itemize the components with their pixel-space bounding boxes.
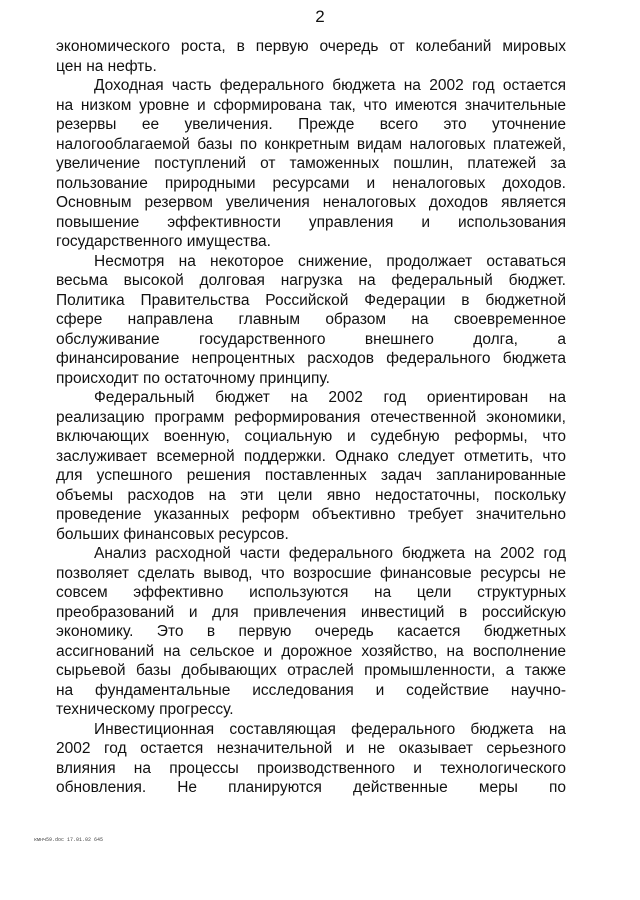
text-line: государственного имущества. bbox=[56, 233, 271, 250]
text-line: Федеральный бюджет на 2002 год ориентирован на bbox=[94, 389, 566, 406]
text-line: для успешного решения поставленных задач запланированные bbox=[56, 467, 566, 484]
text-line: совсем эффективно используются на цели структурных bbox=[56, 584, 566, 601]
text-line: техническому прогрессу. bbox=[56, 701, 234, 718]
text-line: проведение указанных реформ объективно требует значительно bbox=[56, 506, 566, 523]
text-line: ассигнований на сельское и дорожное хозяйство, на восполнение bbox=[56, 642, 566, 660]
text-line: обновления. Не планируются действенные меры по bbox=[56, 779, 566, 796]
text-line: Основным резервом увеличения неналоговых доходов является bbox=[56, 194, 566, 211]
text-line: реализацию программ реформирования отечественной экономики, bbox=[56, 408, 566, 426]
text-line: Несмотря на некоторое снижение, продолжает оставаться bbox=[94, 252, 566, 270]
text-line: 2002 год остается незначительной и не оказывает серьезного bbox=[56, 740, 566, 757]
text-line: на низком уровне и сформирована так, что имеются значительные bbox=[56, 96, 566, 114]
text-line: пользование природными ресурсами и неналоговых доходов. bbox=[56, 174, 566, 192]
text-line: Инвестиционная составляющая федерального бюджета на bbox=[94, 720, 566, 738]
file-reference-note: кмнч59.doc 17.01.02 645 bbox=[34, 837, 104, 843]
text-line: позволяет сделать вывод, что возросшие финансовые ресурсы не bbox=[56, 564, 566, 582]
text-line: налогооблагаемой базы по конкретным видам налоговых платежей, bbox=[56, 135, 566, 153]
text-line: сырьевой базы добывающих отраслей промышленности, а также bbox=[56, 662, 566, 679]
text-line: повышение эффективности управления и использования bbox=[56, 213, 566, 231]
text-line: экономического роста, в первую очередь от колебаний мировых bbox=[56, 38, 566, 55]
text-line: резервы ее увеличения. Прежде всего это уточнение bbox=[56, 116, 566, 133]
text-line: весьма высокой долговая нагрузка на федеральный бюджет. bbox=[56, 272, 566, 289]
text-line: влияния на процессы производственного и технологического bbox=[56, 759, 566, 777]
text-line: обслуживание государственного внешнего долга, а bbox=[56, 330, 566, 348]
text-line: Доходная часть федерального бюджета на 2002 год остается bbox=[94, 77, 566, 94]
text-line: объемы расходов на эти цели явно недостаточны, поскольку bbox=[56, 486, 566, 504]
text-line: заслуживает всемерной поддержки. Однако следует отметить, что bbox=[56, 447, 566, 465]
text-line: Анализ расходной части федерального бюджета на 2002 год bbox=[94, 545, 566, 562]
text-line: больших финансовых ресурсов. bbox=[56, 525, 289, 543]
text-line: экономику. Это в первую очередь касается бюджетных bbox=[56, 623, 566, 640]
text-line: преобразований и для привлечения инвестиций в российскую bbox=[56, 603, 566, 621]
text-line: происходит по остаточному принципу. bbox=[56, 369, 330, 387]
page-number: 2 bbox=[315, 7, 325, 26]
text-line: включающих военную, социальную и судебную реформы, что bbox=[56, 428, 566, 445]
text-line: Политика Правительства Российской Федерации в бюджетной bbox=[56, 291, 566, 309]
text-line: цен на нефть. bbox=[56, 57, 157, 75]
text-line: увеличение поступлений от таможенных пошлин, платежей за bbox=[56, 155, 566, 172]
document-body bbox=[56, 37, 566, 798]
text-line: финансирование непроцентных расходов федерального бюджета bbox=[56, 350, 566, 367]
text-line: сфере направлена главным образом на своевременное bbox=[56, 311, 566, 328]
text-line: на фундаментальные исследования и содействие научно- bbox=[56, 681, 566, 699]
